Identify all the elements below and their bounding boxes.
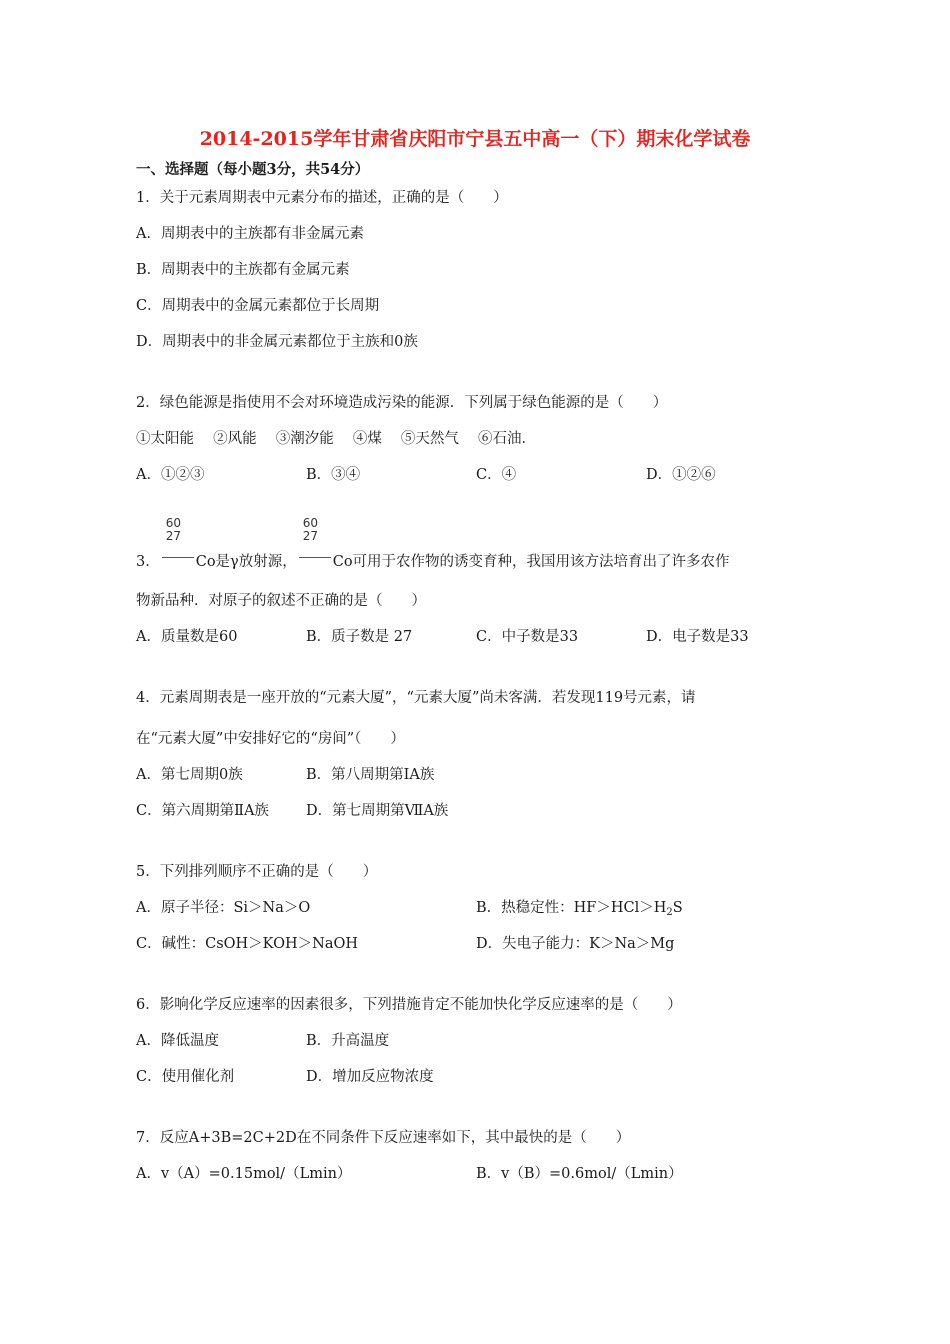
question-6-option-a: A．降低温度 (136, 1033, 219, 1049)
question-3-text-part1: Co是γ放射源， (195, 554, 297, 570)
question-4-option-a: A．第七周期0族 (136, 767, 243, 783)
question-1-option-c: C．周期表中的金属元素都位于长周期 (136, 298, 380, 314)
question-6-option-b: B．升高温度 (306, 1033, 390, 1049)
question-5-option-b-text: B．热稳定性：HF＞HCl＞H (476, 900, 667, 916)
question-2-option-d: D．①②⑥ (646, 467, 716, 483)
question-4-option-b: B．第八周期第ⅠA族 (306, 767, 435, 783)
question-5-option-d: D．失电子能力：K＞Na＞Mg (476, 936, 675, 952)
question-1-option-b: B．周期表中的主族都有金属元素 (136, 262, 350, 278)
question-2-option-b: B．③④ (306, 467, 361, 483)
question-7-option-b: B．v（B）=0.6mol/（Lmin） (476, 1166, 683, 1182)
isotope-mass-number: 60 (302, 516, 319, 530)
question-6-option-c: C．使用催化剂 (136, 1069, 235, 1085)
question-7-stem: 7．反应A+3B=2C+2D在不同条件下反应速率如下，其中最快的是（ ） (136, 1130, 631, 1146)
question-3-stem-line2: 物新品种．对原子的叙述不正确的是（ ） (136, 593, 426, 609)
question-5-option-b (476, 898, 683, 923)
isotope-atomic-number: 27 (302, 529, 319, 543)
cobalt-isotope-notation (160, 516, 196, 566)
question-3-stem (136, 516, 730, 572)
question-2-option-c: C．④ (476, 467, 517, 483)
question-3-text-part2: Co可用于农作物的诱变育种，我国用该方法培育出了许多农作 (332, 554, 730, 570)
question-6-option-d: D．增加反应物浓度 (306, 1069, 434, 1085)
isotope-atomic-number: 27 (165, 529, 182, 543)
question-2-option-a: A．①②③ (136, 467, 205, 483)
question-2-items: ①太阳能 ②风能 ③潮汐能 ④煤 ⑤天然气 ⑥石油． (136, 431, 537, 447)
question-7-option-a: A．v（A）=0.15mol/（Lmin） (136, 1166, 352, 1182)
question-5-option-b-tail: S (672, 900, 683, 916)
section-heading: 一、选择题（每小题3分，共54分） (136, 161, 370, 178)
question-5-option-a: A．原子半径：Si＞Na＞O (136, 900, 311, 916)
question-1-option-d: D．周期表中的非金属元素都位于主族和0族 (136, 334, 418, 350)
question-3-option-a: A．质量数是60 (136, 629, 238, 645)
question-4-stem: 4．元素周期表是一座开放的“元素大厦”，“元素大厦”尚未客满．若发现119号元素，请 (136, 690, 696, 706)
subscript: 2 (666, 907, 673, 918)
isotope-mass-number: 60 (165, 516, 182, 530)
question-3-option-c: C．中子数是33 (476, 629, 579, 645)
question-4-option-d: D．第七周期第ⅦA族 (306, 803, 449, 819)
page-title: 2014-2015学年甘肃省庆阳市宁县五中高一（下）期末化学试卷 (199, 128, 751, 150)
question-5-stem: 5．下列排列顺序不正确的是（ ） (136, 864, 378, 880)
question-1-stem: 1．关于元素周期表中元素分布的描述，正确的是（ ） (136, 190, 508, 206)
question-2-stem: 2．绿色能源是指使用不会对环境造成污染的能源．下列属于绿色能源的是（ ） (136, 395, 668, 411)
question-3-number: 3． (136, 554, 160, 570)
cobalt-isotope-notation (297, 516, 333, 566)
question-1-option-a: A．周期表中的主族都有非金属元素 (136, 226, 364, 242)
question-3-option-b: B．质子数是 27 (306, 629, 413, 645)
question-5-option-c: C．碱性：CsOH＞KOH＞NaOH (136, 936, 359, 952)
question-4-stem-line2: 在“元素大厦”中安排好它的“房间”（ ） (136, 731, 405, 747)
question-6-stem: 6．影响化学反应速率的因素很多，下列措施肯定不能加快化学反应速率的是（ ） (136, 997, 682, 1013)
question-3-option-d: D．电子数是33 (646, 629, 749, 645)
question-4-option-c: C．第六周期第ⅡA族 (136, 803, 269, 819)
